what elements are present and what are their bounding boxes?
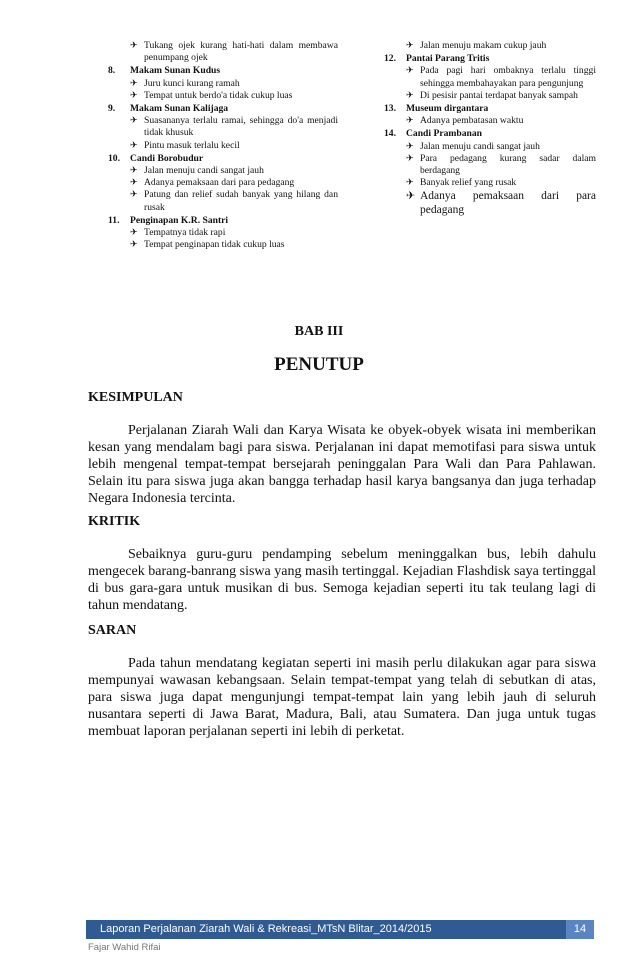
- airplane-icon: ✈: [406, 189, 416, 203]
- list-bullet: ✈ Patung dan relief sudah banyak yang hilang dan rusak: [130, 189, 338, 213]
- section-heading: KESIMPULAN: [88, 390, 183, 405]
- chapter-label: BAB III: [294, 324, 344, 339]
- list-item-heading: 9. Makam Sunan Kalijaga: [108, 103, 229, 115]
- section-paragraph: Perjalanan Ziarah Wali dan Karya Wisata ke obyek-obyek wisata ini memberikan kesan yang mendalam bagi para siswa. Perjalanan ini dapat memotifasi para siswa untuk lebih mengenal tempat-tempat bersejarah peninggalan Para Wali dan Para Pahlawan. Selain itu para siswa juga akan bangga terhadap hasil karya bangsanya dan juga terhadap Negara Indonesia tercinta.: [88, 423, 596, 506]
- airplane-icon: ✈: [130, 78, 138, 89]
- list-bullet: ✈ Tempat untuk berdo'a tidak cukup luas: [130, 89, 293, 101]
- section-heading: KRITIK: [88, 514, 141, 529]
- right-list-column: [384, 40, 596, 217]
- list-bullet: ✈ Jalan menuju candi sangat jauh: [406, 140, 540, 152]
- footer-bar: [86, 920, 594, 939]
- airplane-icon: ✈: [406, 41, 414, 51]
- list-item-heading: 8. Makam Sunan Kudus: [108, 65, 221, 77]
- list-bullet: ✈ Adanya pemaksaan dari para pedagang: [406, 189, 596, 217]
- section-kesimpulan: [88, 389, 596, 507]
- airplane-icon: ✈: [406, 90, 414, 101]
- list-bullet: ✈ Juru kunci kurang ramah: [130, 77, 240, 89]
- section-saran: [88, 622, 596, 740]
- author-name: Fajar Wahid Rifai: [88, 942, 161, 953]
- list-bullet: ✈ Tempat penginapan tidak cukup luas: [130, 239, 285, 251]
- list-bullet: ✈ Tukang ojek kurang hati-hati dalam membawa penumpang ojek: [130, 40, 338, 64]
- airplane-icon: ✈: [406, 178, 414, 189]
- chapter-title: PENUTUP: [274, 354, 364, 375]
- airplane-icon: ✈: [406, 116, 414, 127]
- list-bullet: ✈ Adanya pemaksaan dari para pedagang: [130, 177, 295, 189]
- airplane-icon: ✈: [130, 178, 138, 189]
- list-bullet: ✈ Pada pagi hari ombaknya terlalu tinggi sehingga membahayakan para pengunjung: [406, 65, 596, 89]
- airplane-icon: ✈: [130, 90, 138, 101]
- list-item-heading: 10. Candi Borobudur: [108, 152, 204, 164]
- list-bullet: ✈ Tempatnya tidak rapi: [130, 227, 226, 239]
- list-bullet: ✈ Adanya pembatasan waktu: [406, 115, 524, 127]
- airplane-icon: ✈: [130, 228, 138, 239]
- section-paragraph: Sebaiknya guru-guru pendamping sebelum meninggalkan bus, lebih dahulu mengecek barang-banrang siswa yang masih tertinggal. Kejadian Flashdisk saya tertinggal di bus gara-gara untuk musikan di bus. Semoga kejadian seperti itu tak teulang lagi di tahun mendatang.: [88, 547, 596, 613]
- list-bullet: ✈ Para pedagang kurang sadar dalam berdagang: [406, 152, 596, 177]
- airplane-icon: ✈: [406, 66, 414, 77]
- list-bullet: ✈ Jalan menuju makam cukup jauh: [406, 40, 547, 51]
- list-item-heading: 11. Penginapan K.R. Santri: [108, 214, 229, 226]
- airplane-icon: ✈: [130, 166, 138, 177]
- list-bullet: ✈ Pintu masuk terlalu kecil: [130, 139, 240, 151]
- airplane-icon: ✈: [406, 141, 414, 152]
- airplane-icon: ✈: [130, 140, 138, 151]
- page-number: 14: [566, 920, 594, 939]
- airplane-icon: ✈: [130, 116, 138, 127]
- left-list-column: [108, 40, 338, 251]
- list-bullet: ✈ Banyak relief yang rusak: [406, 177, 517, 189]
- section-heading: SARAN: [88, 623, 137, 638]
- airplane-icon: ✈: [130, 240, 138, 251]
- airplane-icon: ✈: [406, 153, 414, 164]
- airplane-icon: ✈: [130, 41, 138, 51]
- list-bullet: ✈ Di pesisir pantai terdapat banyak sampah: [406, 89, 578, 101]
- airplane-icon: ✈: [130, 190, 138, 201]
- section-kritik: [88, 513, 596, 614]
- list-item-heading: 13. Museum dirgantara: [384, 103, 489, 115]
- list-bullet: ✈ Suasananya terlalu ramai, sehingga do'a menjadi tidak khusuk: [130, 115, 338, 139]
- list-item-heading: 12. Pantai Parang Tritis: [384, 53, 490, 65]
- section-paragraph: Pada tahun mendatang kegiatan seperti ini masih perlu dilakukan agar para siswa mempunyai wawasan kebangsaan. Selain tempat-tempat yang telah di sebutkan di atas, para siswa juga dapat mengunjungi tempat-tempat lain yang lebih jauh di seluruh nusantara seperti di Jawa Barat, Madura, Bali, atau Sumatera. Dan juga untuk tugas membuat laporan perjalanan seperti ini lebih di perketat.: [88, 656, 596, 739]
- list-bullet: ✈ Jalan menuju candi sangat jauh: [130, 165, 264, 177]
- list-item-heading: 14. Candi Prambanan: [384, 128, 482, 140]
- footer-title: Laporan Perjalanan Ziarah Wali & Rekreasi_MTsN Blitar_2014/2015: [100, 923, 432, 935]
